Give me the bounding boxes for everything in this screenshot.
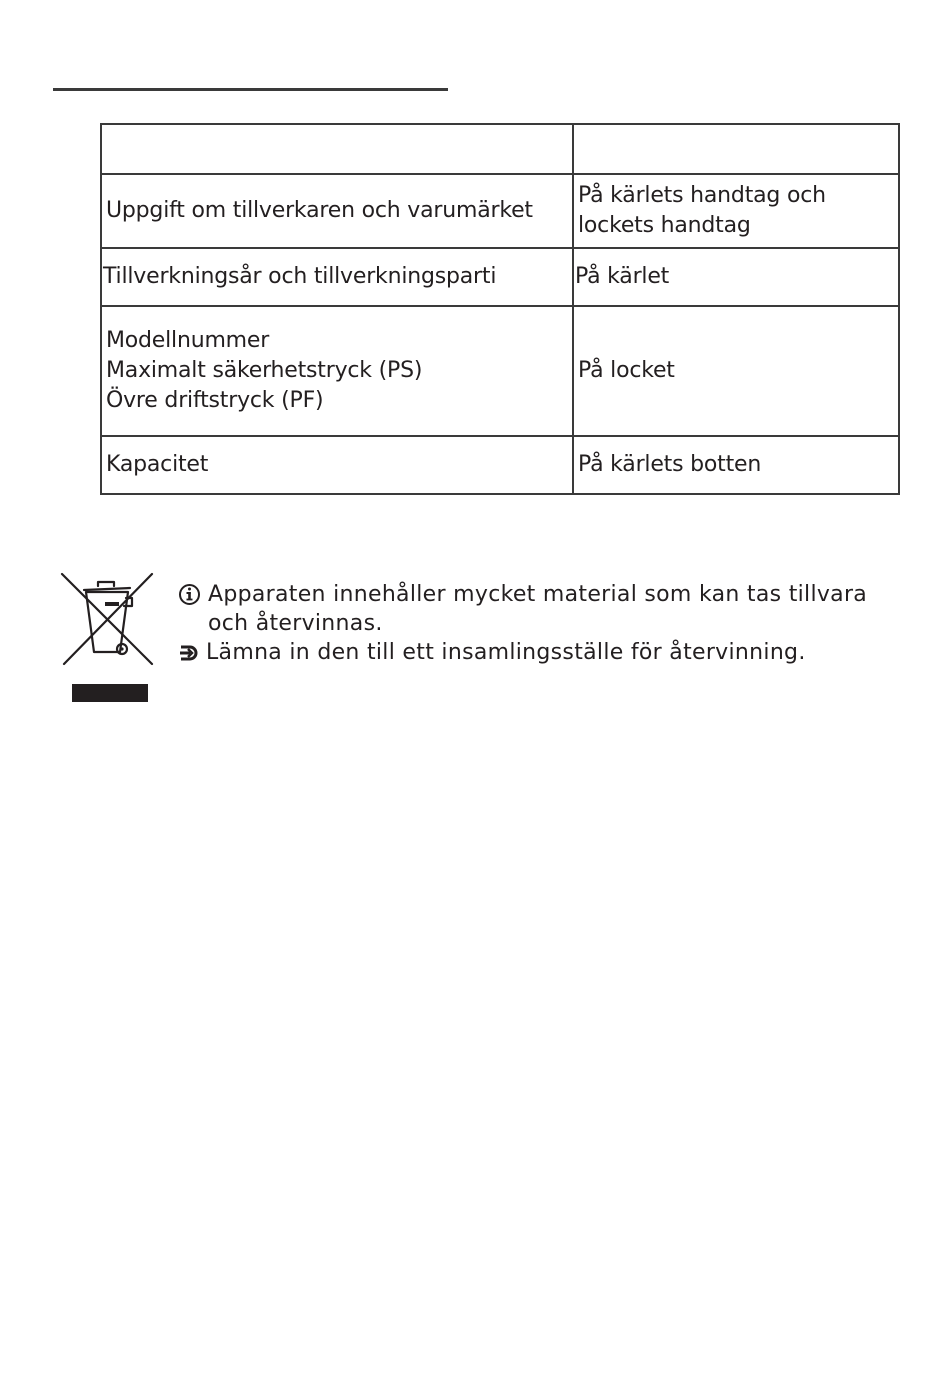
table-row xyxy=(101,174,899,248)
table-cell-location xyxy=(573,436,899,494)
description-line: Övre driftstryck (PF) xyxy=(106,388,324,413)
location-text: På kärlet xyxy=(575,264,670,289)
description-line: Maximalt säkerhetstryck (PS) xyxy=(106,358,423,383)
table-cell-description xyxy=(101,174,573,248)
location-text: På kärlets handtag och lockets handtag xyxy=(578,183,826,238)
table-cell-description xyxy=(101,436,573,494)
recycling-action-line xyxy=(178,638,908,667)
recycling-action-text: Lämna in den till ett insamlingsställe för återvinning. xyxy=(206,640,806,665)
location-text: På locket xyxy=(578,358,675,383)
marking-table xyxy=(100,123,900,495)
section-rule xyxy=(53,88,448,91)
table-cell-description xyxy=(101,248,573,306)
description-line: Modellnummer xyxy=(106,328,270,353)
info-circle-icon xyxy=(178,580,208,609)
crossed-out-wheelie-bin-icon xyxy=(58,570,158,705)
table-header-cell xyxy=(573,124,899,174)
description-line: Uppgift om tillverkaren och varumärket xyxy=(106,198,533,223)
description-line: Tillverkningsår och tillverkningsparti xyxy=(103,264,497,289)
location-text: På kärlets botten xyxy=(578,452,762,477)
table-row xyxy=(101,248,899,306)
table-cell-description xyxy=(101,306,573,436)
recycling-info-text: Apparaten innehåller mycket material som kan tas tillvara och återvinnas. xyxy=(208,582,868,636)
table-row xyxy=(101,436,899,494)
description-line: Kapacitet xyxy=(106,452,209,477)
table-header-cell xyxy=(101,124,573,174)
arrow-right-icon xyxy=(178,638,206,667)
table-row xyxy=(101,306,899,436)
table-cell-location xyxy=(573,306,899,436)
recycling-info xyxy=(178,580,908,667)
table-header-row xyxy=(101,124,899,174)
recycling-info-line xyxy=(178,580,908,638)
table-cell-location xyxy=(573,174,899,248)
table-cell-location xyxy=(573,248,899,306)
